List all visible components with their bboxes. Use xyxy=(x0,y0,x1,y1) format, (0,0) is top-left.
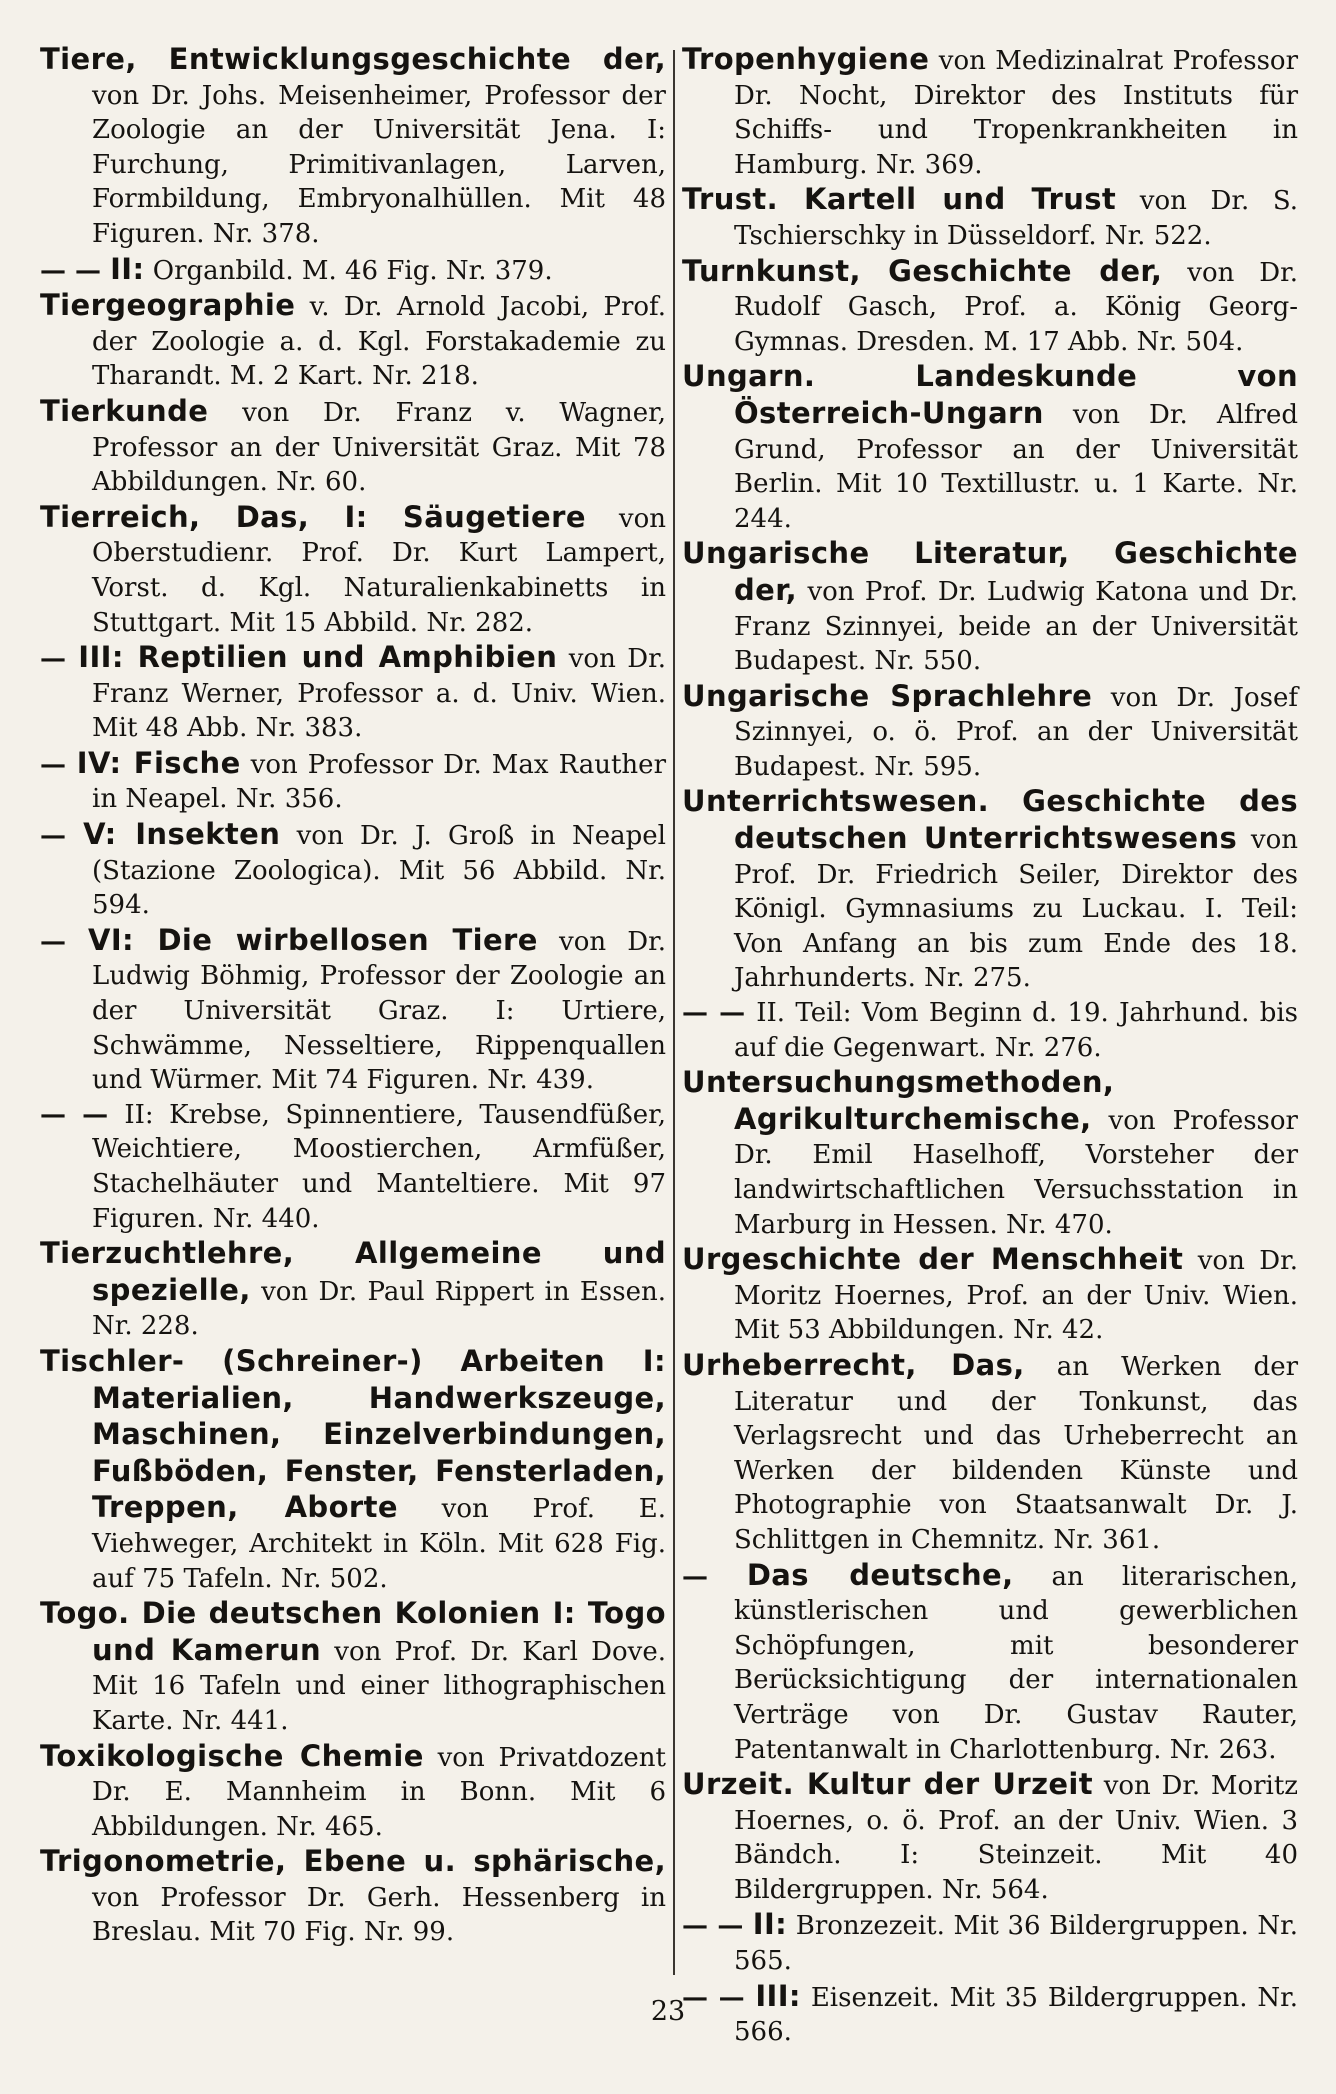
ditto-dash: — — xyxy=(40,1099,125,1130)
catalog-entry xyxy=(40,1596,666,1738)
entry-heading: Tiere, Entwicklungsgeschichte der, xyxy=(40,42,666,76)
entry-heading: Urgeschichte der Menschheit xyxy=(682,1242,1184,1277)
catalog-entry xyxy=(40,640,666,746)
catalog-entry xyxy=(682,1767,1298,1907)
entry-heading: Ungarische Literatur, Geschichte der, xyxy=(682,536,1298,607)
catalog-entry xyxy=(40,746,666,817)
catalog-entry xyxy=(682,359,1298,536)
entry-heading: Das deutsche, xyxy=(746,1557,1014,1592)
entry-text: Bronzezeit. Mit 36 Bildergruppen. Nr. 565. xyxy=(734,1911,1298,1977)
catalog-entry xyxy=(682,1907,1298,1978)
catalog-entry xyxy=(40,42,666,252)
entry-text: von Prof. Dr. Friedrich Seiler, Direktor des Königl. Gymnasiums zu Luckau. I. Teil: Von Anfang an bis zum Ende des 18. Jahrhunderts. Nr. 275. xyxy=(734,825,1298,994)
left-column xyxy=(40,42,666,1950)
entry-text: von Dr. Franz v. Wagner, Professor an der Universität Graz. Mit 78 Abbildungen. Nr. 60. xyxy=(92,397,666,498)
catalog-entry xyxy=(682,536,1298,678)
entry-text: von Oberstudienr. Prof. Dr. Kurt Lampert, Vorst. d. Kgl. Naturalienkabinetts in Stuttgart. Mit 15 Abbild. Nr. 282. xyxy=(92,503,666,638)
catalog-entry xyxy=(682,254,1298,360)
entry-heading: Togo. Die deutschen Kolonien I: Togo und Kamerun xyxy=(40,1596,666,1667)
ditto-dash: — xyxy=(40,749,77,780)
entry-heading: Tierzuchtlehre, Allgemeine und spezielle, xyxy=(40,1236,666,1307)
ditto-dash: — — xyxy=(682,1982,756,2013)
catalog-entry xyxy=(682,1348,1298,1558)
entry-text: v. Dr. Arnold Jacobi, Prof. der Zoologie a. d. Kgl. Forstakademie zu Tharandt. M. 2 Kart. Nr. 218. xyxy=(92,292,666,392)
catalog-entry xyxy=(40,1844,666,1950)
entry-heading: Ungarn. Landeskunde von Österreich-Ungarn xyxy=(682,359,1298,430)
entry-text: II. Teil: Vom Beginn d. 19. Jahrhund. bis auf die Gegenwart. Nr. 276. xyxy=(734,998,1298,1063)
catalog-entry xyxy=(40,1739,666,1845)
entry-text: II: Krebse, Spinnentiere, Tausendfüßer, Weichtiere, Moostierchen, Armfüßer, Stachelhäuter und Manteltiere. Mit 97 Figuren. Nr. 440. xyxy=(92,1099,667,1234)
entry-heading: VI: Die wirbellosen Tiere xyxy=(88,922,538,957)
right-column xyxy=(682,42,1298,2050)
entry-heading: Tierkunde xyxy=(40,393,209,428)
entry-heading: V: Insekten xyxy=(83,817,281,852)
entry-text: Organbild. M. 46 Fig. Nr. 379. xyxy=(144,255,553,286)
entry-heading: Urzeit. Kultur der Urzeit xyxy=(682,1767,1094,1802)
entry-text: von Dr. Paul Rippert in Essen. Nr. 228. xyxy=(92,1276,666,1342)
entry-heading: IV: Fische xyxy=(76,745,241,780)
catalog-entry xyxy=(40,817,666,923)
ditto-dash: — — xyxy=(40,255,111,286)
catalog-entry xyxy=(682,1558,1298,1768)
catalog-entry xyxy=(40,923,666,1098)
entry-text: von Dr. Ludwig Böhmig, Professor der Zoologie an der Universität Graz. I: Urtiere, Schwämme, Nesseltiere, Rippenquallen und Würmer. Mit 74 Figuren. Nr. 439. xyxy=(92,926,666,1096)
entry-heading: Trust. Kartell und Trust xyxy=(682,182,1117,217)
entry-heading: Turnkunst, Geschichte der, xyxy=(682,253,1163,288)
entry-heading: Ungarische Sprachlehre xyxy=(682,678,1093,713)
entry-text: von Dr. Moritz Hoernes, Prof. an der Univ. Wien. Mit 53 Abbildungen. Nr. 42. xyxy=(734,1246,1298,1346)
column-divider xyxy=(673,50,675,1975)
entry-heading: Untersuchungsmethoden, Agrikulturchemische, xyxy=(682,1065,1115,1136)
entry-heading: Urheberrecht, Das, xyxy=(682,1347,1025,1382)
entry-text: von Dr. S. Tschierschky in Düsseldorf. Nr. 522. xyxy=(734,186,1299,251)
catalog-entry xyxy=(682,679,1298,785)
catalog-entry xyxy=(40,1236,666,1344)
entry-heading: Tierreich, Das, I: Säugetiere xyxy=(40,499,586,534)
entry-heading: Trigonometrie, Ebene u. sphärische, xyxy=(40,1844,666,1879)
catalog-entry xyxy=(40,500,666,640)
catalog-entry xyxy=(40,288,666,394)
entry-text: von Dr. Rudolf Gasch, Prof. a. König Georg-Gymnas. Dresden. M. 17 Abb. Nr. 504. xyxy=(734,257,1298,357)
entry-text: von Dr. J. Groß in Neapel (Stazione Zoologica). Mit 56 Abbild. Nr. 594. xyxy=(92,821,666,921)
catalog-entry xyxy=(40,1344,666,1596)
catalog-entry xyxy=(682,1065,1298,1242)
entry-text: von Dr. Alfred Grund, Professor an der Universität Berlin. Mit 10 Textillustr. u. 1 Karte. Nr. 244. xyxy=(734,399,1298,534)
entry-text: von Prof. Dr. Ludwig Katona und Dr. Franz Szinnyei, beide an der Universität Budapest. Nr. 550. xyxy=(734,576,1298,677)
entry-heading: Tiergeographie xyxy=(40,288,296,323)
entry-heading: Toxikologische Chemie xyxy=(40,1738,424,1773)
entry-text: von Professor Dr. Emil Haselhoff, Vorsteher der landwirtschaftlichen Versuchsstation in Marburg in Hessen. Nr. 470. xyxy=(734,1105,1298,1240)
entry-heading: Tischler- (Schreiner-) Arbeiten I: Materialien, Handwerkszeuge, Maschinen, Einzelverbindungen, Fußböden, Fenster, Fensterladen, Treppen, Aborte xyxy=(40,1343,666,1525)
entry-text: von Medizinalrat Professor Dr. Nocht, Direktor des Instituts für Schiffs- und Tropenkrankheiten in Hamburg. Nr. 369. xyxy=(734,46,1298,180)
catalog-entry xyxy=(682,42,1298,182)
page-number: 23 xyxy=(650,1996,686,2027)
catalog-entry xyxy=(682,1242,1298,1348)
entry-heading: III: Reptilien und Amphibien xyxy=(78,640,558,675)
entry-text: von Privatdozent Dr. E. Mannheim in Bonn. Mit 6 Abbildungen. Nr. 465. xyxy=(92,1742,666,1842)
ditto-dash: — xyxy=(682,1561,747,1592)
catalog-entry xyxy=(40,252,666,289)
ditto-dash: — xyxy=(40,926,88,957)
catalog-entry xyxy=(40,394,666,500)
ditto-dash: — — xyxy=(682,1911,753,1942)
entry-text: Eisenzeit. Mit 35 Bildergruppen. Nr. 566. xyxy=(734,1982,1299,2048)
catalog-entry xyxy=(40,1098,666,1236)
entry-heading: III: xyxy=(755,1978,801,2013)
ditto-dash: — — xyxy=(682,998,757,1029)
entry-text: von Professor Dr. Max Rauther in Neapel. Nr. 356. xyxy=(92,749,666,815)
catalog-entry xyxy=(682,784,1298,996)
entry-text: von Dr. Josef Szinnyei, o. ö. Prof. an der Universität Budapest. Nr. 595. xyxy=(734,682,1298,782)
entry-heading: Unterrichtswesen. Geschichte des deutschen Unterrichtswesens xyxy=(682,784,1298,856)
entry-text: von Dr. Johs. Meisenheimer, Professor der Zoologie an der Universität Jena. I: Furchung, Primitivanlagen, Larven, Formbildung, Embryonalhüllen. Mit 48 Figuren. Nr. 378. xyxy=(92,80,666,249)
entry-heading: Tropenhygiene xyxy=(682,42,930,76)
entry-text: an Werken der Literatur und der Tonkunst, das Verlagsrecht und das Urheberrecht an Werken der bildenden Künste und Photographie von Staatsanwalt Dr. J. Schlittgen in Chemnitz. Nr. 361. xyxy=(734,1351,1299,1555)
entry-text: von Dr. Franz Werner, Professor a. d. Univ. Wien. Mit 48 Abb. Nr. 383. xyxy=(92,644,666,744)
entry-text: von Prof. E. Viehweger, Architekt in Köln. Mit 628 Fig. auf 75 Tafeln. Nr. 502. xyxy=(92,1494,666,1594)
ditto-dash: — xyxy=(40,644,79,675)
catalog-entry xyxy=(682,996,1298,1065)
entry-text: von Prof. Dr. Karl Dove. Mit 16 Tafeln und einer lithographischen Karte. Nr. 441. xyxy=(92,1636,666,1736)
ditto-dash: — xyxy=(40,821,84,852)
entry-heading: II: xyxy=(110,251,145,286)
entry-heading: II: xyxy=(752,1907,788,1942)
entry-text: an literarischen, künstlerischen und gewerblichen Schöpfungen, mit besonderer Berücksichtigung der internationalen Verträge von Dr. Gustav Rauter, Patentanwalt in Charlottenburg. Nr. 263. xyxy=(734,1561,1298,1765)
entry-text: von Dr. Moritz Hoernes, o. ö. Prof. an der Univ. Wien. 3 Bändch. I: Steinzeit. Mit 40 Bildergruppen. Nr. 564. xyxy=(734,1771,1298,1905)
catalog-entry xyxy=(682,182,1298,253)
entry-text: von Professor Dr. Gerh. Hessenberg in Breslau. Mit 70 Fig. Nr. 99. xyxy=(92,1882,666,1948)
